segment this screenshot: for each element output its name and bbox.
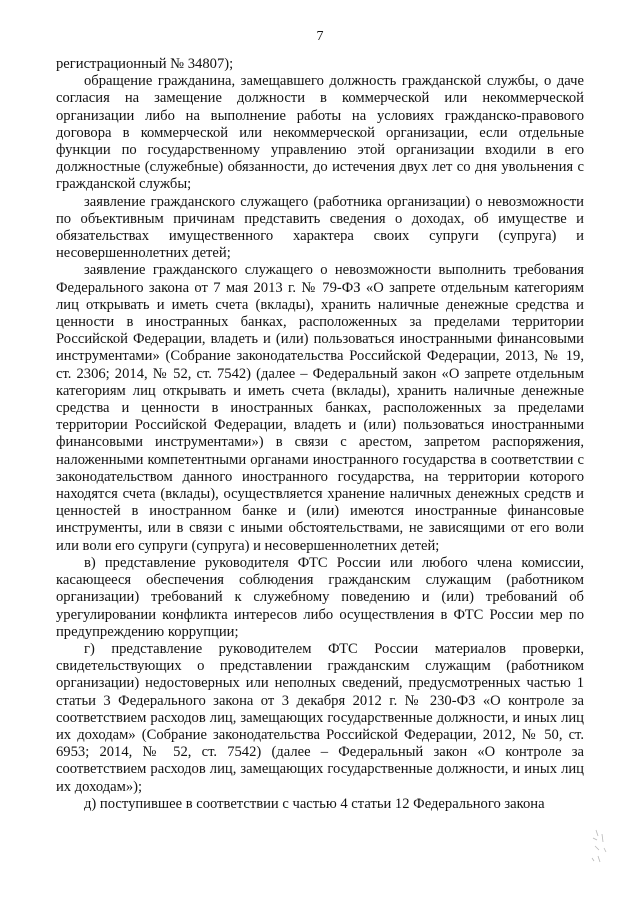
- paragraph-item-v: в) представление руководителя ФТС России или любого члена комиссии, касающееся обеспечения соблюдения гражданским служащим (работником организации) требований к служебному поведению и (или) требований об урегулировании конфликта интересов либо осуществления в ФТС России мер по предупреждению коррупции;: [56, 554, 584, 640]
- paragraph-consent-request: обращение гражданина, замещавшего должность гражданской службы, о даче согласия на замещение должности в коммерческой или некоммерческой организации либо на выполнение работы на условиях гражданско-правового договора в коммерческой или некоммерческой организации, если отдельные функции по государственному управлению этой организации входили в его должностные (служебные) обязанности, до истечения двух лет со дня увольнения с гражданской службы;: [56, 73, 584, 193]
- scan-artifact-marks: [590, 828, 612, 868]
- paragraph-item-d: д) поступившее в соответствии с частью 4 статьи 12 Федерального закона: [84, 795, 545, 812]
- paragraph-item-g: г) представление руководителем ФТС России материалов проверки, свидетельствующих о представлении гражданским служащим (работником организации) недостоверных или неполных сведений, предусмотренных частью 1 статьи 3 Федерального закона от 3 декабря 2012 г. № 230-ФЗ «О контроле за соответствием расходов лиц, замещающих государственные должности, и иных лиц их доходам» (Собрание законодательства Российской Федерации, 2012, № 50, ст. 6953; 2014, № 52, ст. 7542) (далее – Федеральный закон «О контроле за соответствием расходов лиц, замещающих государственные должности, и иных лиц их доходам»);: [56, 640, 584, 795]
- paragraph-registration-continuation: регистрационный № 34807);: [56, 56, 234, 72]
- paragraph-foreign-accounts-statement: заявление гражданского служащего о невозможности выполнить требования Федерального закона от 7 мая 2013 г. № 79-ФЗ «О запрете отдельным категориям лиц открывать и иметь счета (вклады), хранить наличные денежные средства и ценности в иностранных банках, расположенных за пределами территории Российской Федерации, владеть и (или) пользоваться иностранными финансовыми инструментами» (Собрание законодательства Российской Федерации, 2013, № 19, ст. 2306; 2014, № 52, ст. 7542) (далее – Федеральный закон «О запрете отдельным категориям лиц открывать и иметь счета (вклады), хранить наличные денежные средства и ценности в иностранных банках, расположенных за пределами территории Российской Федерации, владеть и (или) пользоваться иностранными финансовыми инструментами») в связи с арестом, запретом распоряжения, наложенными компетентными органами иностранного государства в соответствии с законодательством данного иностранного государства, на территории которого находятся счета (вклады), осуществляется хранение наличных денежных средств и ценностей в иностранном банке и (или) имеются иностранные финансовые инструменты, или в связи с иными обстоятельствами, не зависящими от его воли или воли его супруги (супруга) и несовершеннолетних детей;: [56, 262, 584, 554]
- page-number: 7: [316, 29, 324, 44]
- paragraph-income-statement-impossibility: заявление гражданского служащего (работника организации) о невозможности по объективным причинам представить сведения о доходах, об имуществе и обязательствах имущественного характера своих супруги (супруга) и несовершеннолетних детей;: [56, 193, 584, 262]
- document-body: [56, 56, 584, 813]
